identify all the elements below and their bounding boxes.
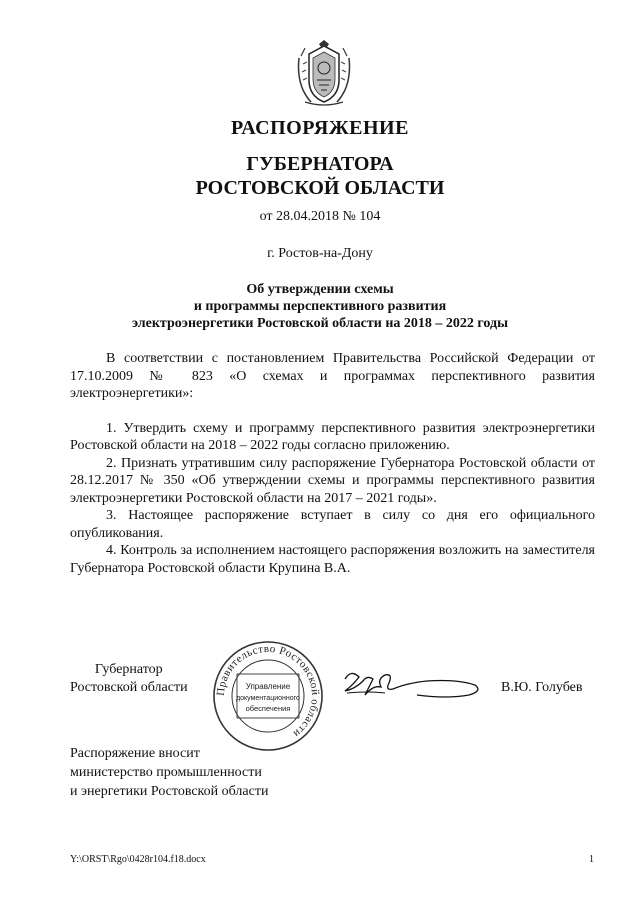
signatory-position [70, 661, 188, 697]
position-line-1: Губернатор [94, 662, 163, 677]
subject-line-1: Об утверждении схемы [246, 282, 394, 297]
introduced-by-note [70, 744, 268, 801]
coat-of-arms-emblem [295, 40, 353, 108]
issuing-authority [0, 152, 640, 200]
introduced-by-line-1: Распоряжение вносит [70, 746, 200, 761]
document-subject [0, 281, 640, 332]
document-body [70, 350, 595, 577]
item-paragraph-3: 3. Настоящее распоряжение вступает в силу со дня его официального опубликования. [70, 508, 595, 541]
seal-inner-line-2: документационного [236, 695, 300, 702]
date-number: от 28.04.2018 № 104 [259, 209, 381, 224]
city: г. Ростов-на-Дону [267, 246, 373, 261]
subject-line-3: электроэнергетики Ростовской области на 2018 – 2022 годы [131, 316, 509, 331]
item-paragraph-2: 2. Признать утратившим силу распоряжение Губернатора Ростовской области от 28.12.2017 № 350 «Об утверждении схемы и программы перспективного развития электроэнергетики Ростовской области на 2017 – 2021 годы». [70, 455, 595, 506]
document-type-title: РАСПОРЯЖЕНИЕ [231, 117, 409, 139]
authority-line-2: РОСТОВСКОЙ ОБЛАСТИ [195, 177, 445, 199]
handwritten-signature [337, 665, 487, 705]
official-seal [203, 640, 333, 752]
item-paragraph-4: 4. Контроль за исполнением настоящего распоряжения возложить на заместителя Губернатора Ростовской области Крупина В.А. [70, 543, 595, 576]
item-paragraph-1: 1. Утвердить схему и программу перспективного развития электроэнергетики Ростовской области на 2018 – 2022 годы согласно приложению. [70, 420, 595, 453]
authority-line-1: ГУБЕРНАТОРА [246, 153, 394, 175]
page-number: 1 [589, 854, 594, 865]
signatory-name: В.Ю. Голубев [501, 680, 583, 695]
position-line-2: Ростовской области [70, 680, 188, 695]
file-path-footer: Y:\ORST\Rgo\0428r104.f18.docx [70, 854, 206, 865]
introduced-by-line-2: министерство промышленности [70, 765, 262, 780]
subject-line-2: и программы перспективного развития [193, 299, 447, 314]
preamble-paragraph: В соответствии с постановлением Правительства Российской Федерации от 17.10.2009 № 823 «О схемах и программах перспективного развития электроэнергетики»: [70, 351, 595, 401]
seal-inner-line-3: обеспечения [245, 704, 291, 713]
introduced-by-line-3: и энергетики Ростовской области [70, 784, 269, 799]
seal-inner-line-1: Управление [245, 682, 291, 691]
seal-outer-text: Правительство Ростовской области [214, 642, 322, 740]
